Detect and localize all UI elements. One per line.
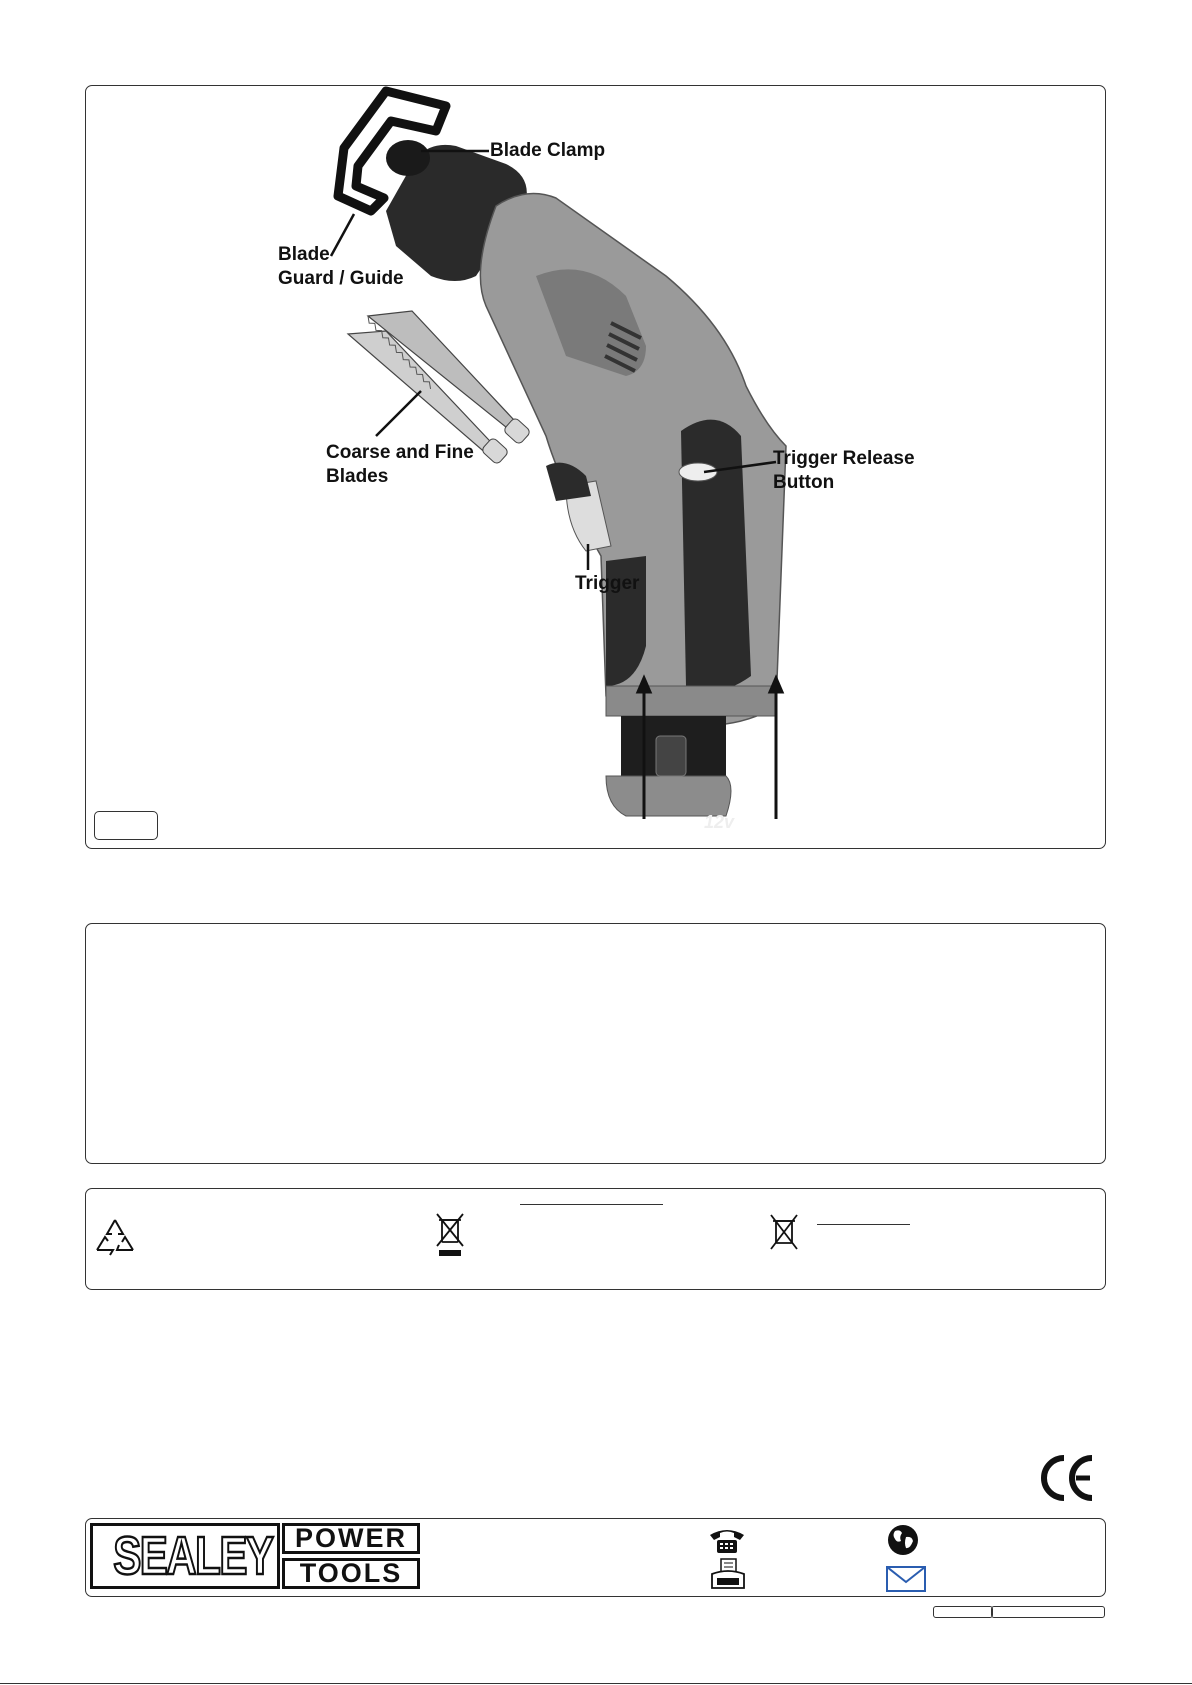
label-trigger-release xyxy=(773,447,915,495)
battery-crossed-bin-icon xyxy=(768,1213,800,1253)
reference-box-right xyxy=(991,1606,1105,1618)
label-blades-line2: Blades xyxy=(326,466,389,487)
recycle-icon xyxy=(92,1216,138,1262)
label-trigger: Trigger xyxy=(575,573,640,594)
label-blades xyxy=(326,441,474,489)
environment-panel xyxy=(85,1188,1106,1290)
battery-voltage-badge: 12v xyxy=(704,812,735,832)
label-trigger-release-line1: Trigger Release xyxy=(773,448,915,469)
battery-latch-area xyxy=(606,686,776,716)
tools-logo-text: TOOLS xyxy=(282,1558,420,1589)
label-blade-guard xyxy=(278,243,404,291)
battery-heading-rule xyxy=(817,1224,910,1225)
section-heading-rule xyxy=(520,1204,663,1205)
page-bottom-rule xyxy=(0,1683,1192,1684)
ce-mark-icon xyxy=(1040,1453,1096,1503)
footer-panel xyxy=(85,1518,1106,1597)
globe-icon xyxy=(886,1523,920,1557)
label-trigger-release-line2: Button xyxy=(773,472,835,493)
fax-icon xyxy=(709,1558,747,1590)
figure-number-box xyxy=(94,811,158,840)
figure-panel xyxy=(85,85,1106,849)
text-panel xyxy=(85,923,1106,1164)
power-logo-text: POWER xyxy=(282,1523,420,1554)
crossed-out-bin-icon xyxy=(435,1212,465,1262)
reference-box-left xyxy=(933,1606,993,1618)
envelope-icon xyxy=(886,1566,926,1592)
label-blades-line1: Coarse and Fine xyxy=(326,442,474,463)
sealey-logo-text: SEALEY xyxy=(113,1526,273,1586)
telephone-icon xyxy=(707,1525,747,1555)
sealey-logo xyxy=(90,1523,280,1589)
power-tools-logo xyxy=(282,1523,420,1589)
reciprocating-saw-illustration xyxy=(86,86,1107,850)
label-blade-guard-line2: Guard / Guide xyxy=(278,268,404,289)
label-blade-guard-line1: Blade xyxy=(278,244,330,265)
label-blade-clamp: Blade Clamp xyxy=(490,140,606,161)
